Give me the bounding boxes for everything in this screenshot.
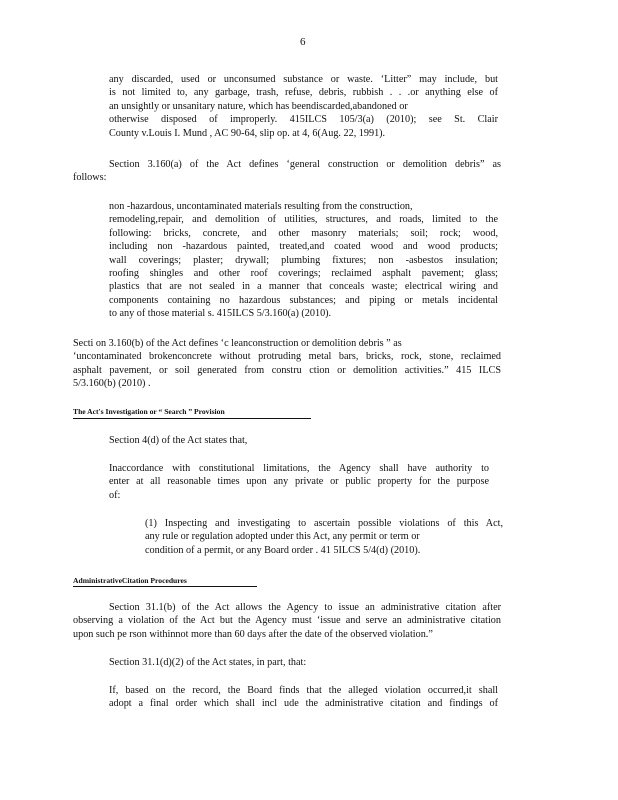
section-311b-paragraph xyxy=(73,601,501,641)
text-line: adopt a final order which shall incl ude the administrative citation and findings of xyxy=(109,698,498,710)
text-line: non -hazardous, uncontaminated materials resulting from the construction, xyxy=(109,201,413,212)
heading-underline xyxy=(73,586,257,587)
text-line: following: bricks, concrete, and other masonry materials; soil; rock; wood, xyxy=(109,227,498,239)
section-heading-search-provision: The Act's Investigation or “ Search ” Provision xyxy=(73,407,225,416)
text-line: roofing shingles and other roof coverings; reclaimed asphalt pavement; glass; xyxy=(109,268,498,280)
text-line: components containing no hazardous substances; and piping or metals incidental xyxy=(109,294,498,306)
page-number: 6 xyxy=(300,36,306,48)
section-3160a-quote xyxy=(109,200,498,321)
text-line: upon such pe rson withinnot more than 60 days after the date of the observed violation.” xyxy=(73,628,433,640)
text-line: wall coverings; plaster; drywall; plumbing fixtures; non -asbestos insulation; xyxy=(109,254,498,266)
text-line: asphalt pavement, or soil generated from constru ction or demolition activities.” 415 ILCS xyxy=(73,364,501,376)
section-3160b-paragraph xyxy=(73,337,501,391)
text-line: enter at all reasonable times upon any private or public property for the purpose xyxy=(109,476,489,488)
text-line: Inaccordance with constitutional limitations, the Agency shall have authority to xyxy=(109,463,489,474)
heading-underline xyxy=(73,418,311,419)
text-line: otherwise disposed of improperly. 415ILCS 105/3(a) (2010); see St. Clair xyxy=(109,114,498,126)
section-heading-admin-citation: AdministrativeCitation Procedures xyxy=(73,576,187,585)
section-4d-intro: Section 4(d) of the Act states that, xyxy=(109,435,248,446)
text-line: is not limited to, any garbage, trash, refuse, debris, rubbish . . .or anything else of xyxy=(109,87,498,99)
text-line: remodeling,repair, and demolition of utilities, structures, and roads, limited to the xyxy=(109,214,498,226)
text-line: any rule or regulation adopted under this Act, any permit or term or xyxy=(145,531,420,543)
litter-definition-block xyxy=(109,73,498,140)
section-3160a-intro xyxy=(73,158,501,185)
text-line: Section 3.160(a) of the Act defines ‘general construction or demolition debris” as xyxy=(109,159,501,170)
section-4d-quote xyxy=(109,462,489,502)
section-4d-item-1 xyxy=(145,517,503,557)
text-line: to any of those material s. 415ILCS 5/3.160(a) (2010). xyxy=(109,308,332,320)
text-line: (1) Inspecting and investigating to ascertain possible violations of this Act, xyxy=(145,518,503,529)
text-line: condition of a permit, or any Board order . 41 5ILCS 5/4(d) (2010). xyxy=(145,544,421,556)
text-line: any discarded, used or unconsumed substance or waste. ‘Litter” may include, but xyxy=(109,74,498,85)
section-311d2-intro: Section 31.1(d)(2) of the Act states, in part, that: xyxy=(109,657,307,668)
section-311d2-quote xyxy=(109,684,498,711)
text-line: If, based on the record, the Board finds that the alleged violation occurred,it shall xyxy=(109,685,498,696)
text-line: Section 31.1(b) of the Act allows the Agency to issue an administrative citation after xyxy=(109,602,501,613)
text-line: Secti on 3.160(b) of the Act defines ‘c leanconstruction or demolition debris ” as xyxy=(73,338,402,349)
text-line: ‘uncontaminated brokenconcrete without protruding metal bars, bricks, rock, stone, reclaimed xyxy=(73,351,501,363)
text-line: County v.Louis I. Mund , AC 90-64, slip op. at 4, 6(Aug. 22, 1991). xyxy=(109,127,386,139)
text-line: plastics that are not sealed in a manner that conceals waste; electrical wiring and xyxy=(109,281,498,293)
text-line: an unsightly or unsanitary nature, which has beendiscarded,abandoned or xyxy=(109,100,408,112)
text-line: including non -hazardous painted, treated,and coated wood and wood products; xyxy=(109,241,498,253)
text-line: observing a violation of the Act but the Agency must ‘issue and serve an administrative citation xyxy=(73,615,501,627)
text-line: of: xyxy=(109,489,121,501)
text-line: follows: xyxy=(73,172,107,184)
text-line: 5/3.160(b) (2010) . xyxy=(73,378,151,390)
